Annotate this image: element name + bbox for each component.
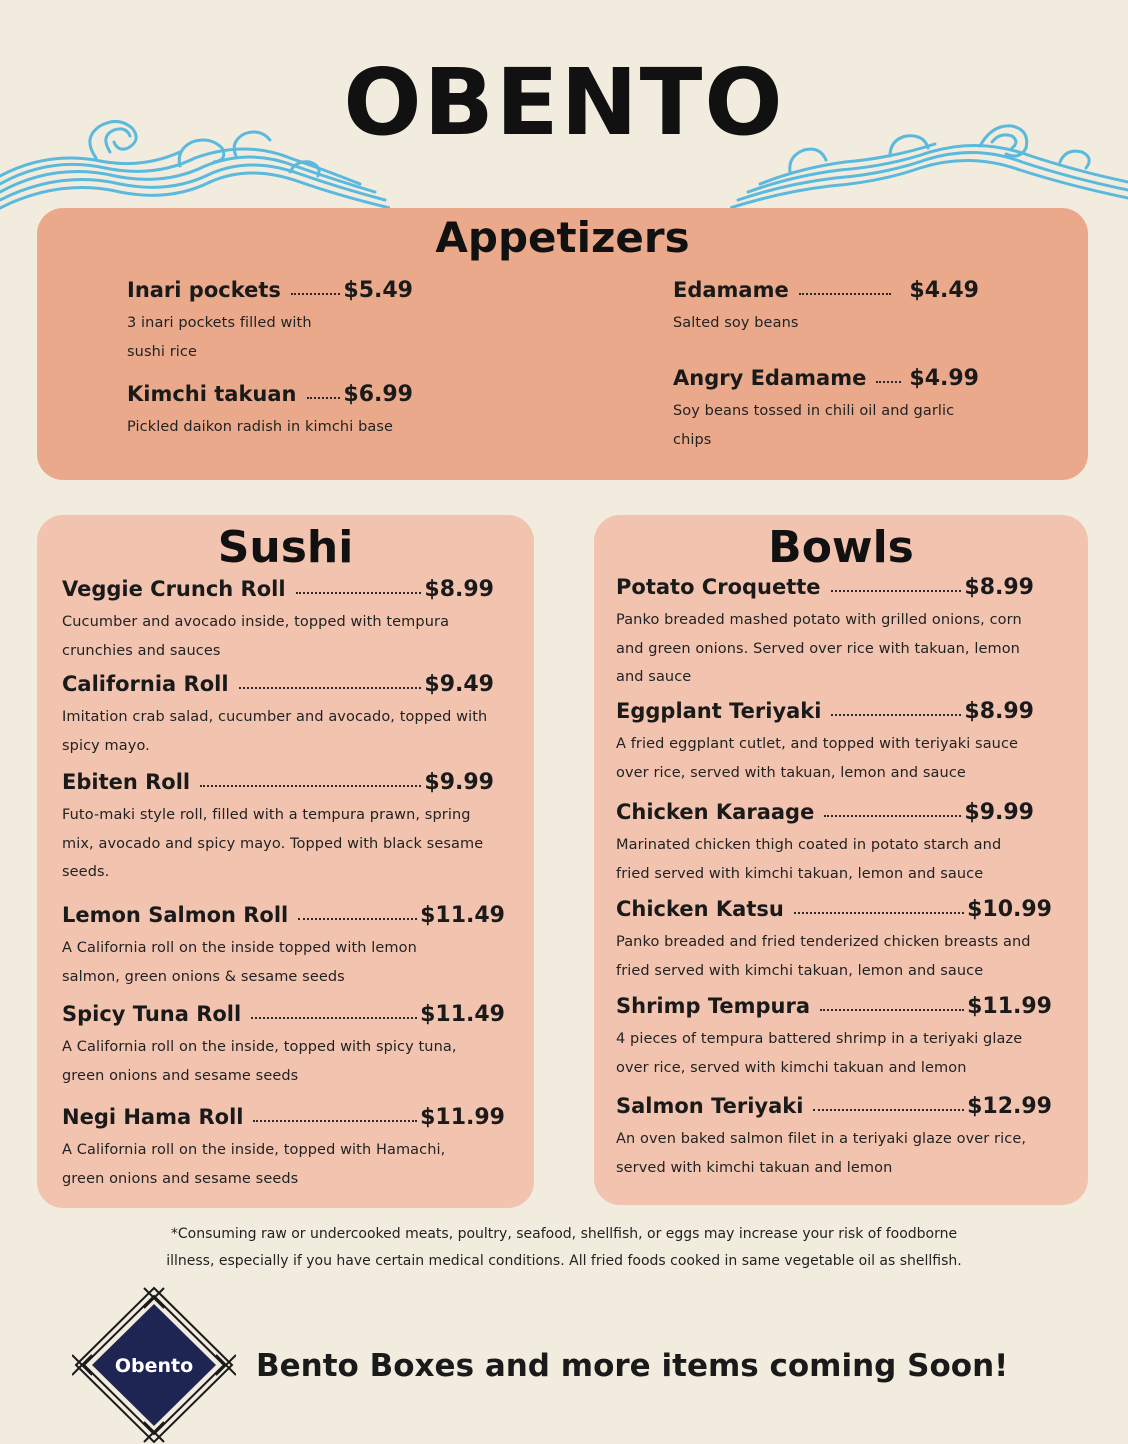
dot-leader xyxy=(200,781,421,787)
disclaimer-line: *Consuming raw or undercooked meats, poultry, seafood, shellfish, or eggs may increase your risk of foodborne xyxy=(170,1226,958,1242)
menu-item xyxy=(62,1000,505,1090)
bowls-heading: Bowls xyxy=(768,522,914,573)
item-price: $4.49 xyxy=(909,278,979,303)
item-price: $9.99 xyxy=(964,800,1034,825)
item-description: A California roll on the inside, topped with Hamachi, green onions and sesame seeds xyxy=(62,1142,446,1187)
sushi-section xyxy=(37,515,534,1208)
item-price: $11.49 xyxy=(420,1002,505,1027)
item-price: $6.99 xyxy=(343,382,413,407)
menu-item xyxy=(62,670,494,760)
item-name: Chicken Karaage xyxy=(616,800,815,824)
bowls-section xyxy=(594,515,1088,1205)
dot-leader xyxy=(239,683,422,689)
menu-item xyxy=(616,697,1034,787)
item-name: Negi Hama Roll xyxy=(62,1105,244,1129)
allergy-disclaimer xyxy=(60,1221,1068,1275)
item-price: $8.99 xyxy=(964,699,1034,724)
item-name: Chicken Katsu xyxy=(616,897,784,921)
item-description: Futo-maki style roll, filled with a tempura prawn, spring mix, avocado and spicy mayo. Topped with black sesame seeds. xyxy=(62,807,484,880)
dot-leader xyxy=(291,289,341,295)
dot-leader xyxy=(799,289,892,295)
menu-item xyxy=(616,798,1034,888)
item-name: Eggplant Teriyaki xyxy=(616,699,822,723)
item-description: Pickled daikon radish in kimchi base xyxy=(127,419,394,435)
menu-item xyxy=(616,1092,1052,1182)
item-description: Marinated chicken thigh coated in potato starch and fried served with kimchi takuan, lemon and sauce xyxy=(616,837,1002,882)
obento-logo xyxy=(72,1286,236,1444)
item-price: $9.99 xyxy=(424,770,494,795)
item-description: An oven baked salmon filet in a teriyaki glaze over rice, served with kimchi takuan and lemon xyxy=(616,1131,1027,1176)
dot-leader xyxy=(876,377,901,383)
dot-leader xyxy=(820,1005,964,1011)
item-description: Cucumber and avocado inside, topped with tempura crunchies and sauces xyxy=(62,614,450,659)
item-price: $11.99 xyxy=(967,994,1052,1019)
menu-item xyxy=(127,276,413,366)
menu-title: OBENTO xyxy=(343,49,785,156)
item-description: 4 pieces of tempura battered shrimp in a teriyaki glaze over rice, served with kimchi takuan and lemon xyxy=(616,1031,1023,1076)
item-description: Panko breaded and fried tenderized chicken breasts and fried served with kimchi takuan, lemon and sauce xyxy=(616,934,1031,979)
dot-leader xyxy=(794,908,964,914)
menu-item xyxy=(616,573,1034,692)
dot-leader xyxy=(296,588,422,594)
dot-leader xyxy=(298,914,417,920)
dot-leader xyxy=(307,393,341,399)
dot-leader xyxy=(253,1116,417,1122)
appetizers-heading: Appetizers xyxy=(435,213,690,262)
menu-item xyxy=(673,276,979,338)
item-price: $11.99 xyxy=(420,1105,505,1130)
item-price: $8.99 xyxy=(424,577,494,602)
item-price: $10.99 xyxy=(967,897,1052,922)
item-price: $5.49 xyxy=(343,278,413,303)
dot-leader xyxy=(831,710,961,716)
menu-item xyxy=(62,575,494,665)
menu-item xyxy=(127,380,413,442)
item-description: Panko breaded mashed potato with grilled onions, corn and green onions. Served over rice with takuan, lemon and sauce xyxy=(616,612,1022,685)
item-description: A fried eggplant cutlet, and topped with teriyaki sauce over rice, served with takuan, lemon and sauce xyxy=(616,736,1019,781)
menu-item xyxy=(62,1103,505,1193)
item-name: Inari pockets xyxy=(127,278,281,302)
item-name: Edamame xyxy=(673,278,789,302)
wave-decoration-left xyxy=(0,112,390,210)
item-name: Shrimp Tempura xyxy=(616,994,811,1018)
menu-item xyxy=(616,895,1052,985)
item-price: $9.49 xyxy=(424,672,494,697)
menu-item xyxy=(62,901,505,991)
sushi-heading: Sushi xyxy=(217,522,354,573)
item-name: California Roll xyxy=(62,672,229,696)
item-description: A California roll on the inside topped with lemon salmon, green onions & sesame seeds xyxy=(62,940,417,985)
item-description: Salted soy beans xyxy=(673,315,799,331)
menu-item xyxy=(62,768,494,887)
appetizers-section xyxy=(37,208,1088,480)
coming-soon-banner: Bento Boxes and more items coming Soon! xyxy=(256,1348,1009,1384)
menu-item xyxy=(616,992,1052,1082)
item-name: Veggie Crunch Roll xyxy=(62,577,286,601)
disclaimer-line: illness, especially if you have certain medical conditions. All fried foods cooked in same vegetable oil as shellfish. xyxy=(166,1253,962,1269)
logo-text: Obento xyxy=(114,1355,194,1377)
item-name: Spicy Tuna Roll xyxy=(62,1002,242,1026)
dot-leader xyxy=(824,811,961,817)
item-description: A California roll on the inside, topped with spicy tuna, green onions and sesame seeds xyxy=(62,1039,457,1084)
item-name: Salmon Teriyaki xyxy=(616,1094,804,1118)
item-name: Angry Edamame xyxy=(673,366,867,390)
item-description: Imitation crab salad, cucumber and avocado, topped with spicy mayo. xyxy=(62,709,488,754)
menu-item xyxy=(673,364,979,454)
item-name: Kimchi takuan xyxy=(127,382,297,406)
dot-leader xyxy=(831,586,962,592)
item-price: $12.99 xyxy=(967,1094,1052,1119)
item-name: Lemon Salmon Roll xyxy=(62,903,289,927)
item-description: Soy beans tossed in chili oil and garlic chips xyxy=(673,403,955,448)
item-price: $4.99 xyxy=(909,366,979,391)
dot-leader xyxy=(251,1013,417,1019)
item-price: $8.99 xyxy=(964,575,1034,600)
dot-leader xyxy=(813,1105,964,1111)
item-price: $11.49 xyxy=(420,903,505,928)
item-name: Potato Croquette xyxy=(616,575,821,599)
item-description: 3 inari pockets filled with sushi rice xyxy=(127,315,312,360)
item-name: Ebiten Roll xyxy=(62,770,191,794)
wave-decoration-right xyxy=(730,112,1128,210)
